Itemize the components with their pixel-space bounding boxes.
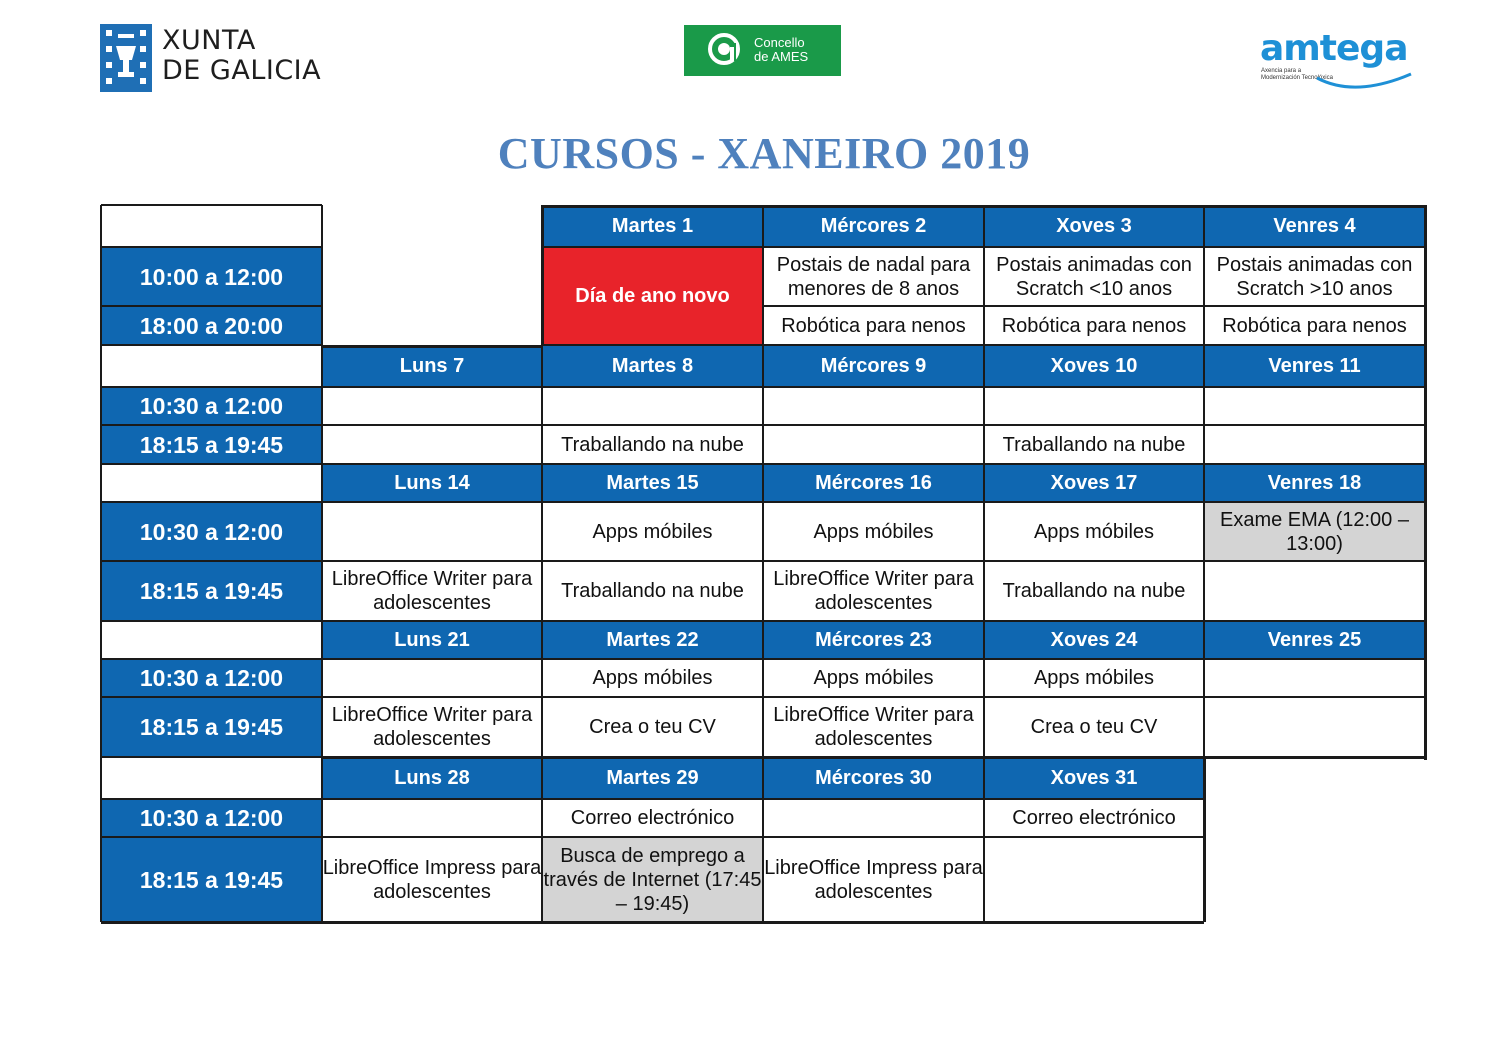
course-cell bbox=[763, 387, 984, 425]
grid-line bbox=[101, 386, 322, 388]
grid-line bbox=[322, 658, 1425, 660]
xunta-line1: XUNTA bbox=[162, 25, 256, 56]
course-cell bbox=[763, 837, 984, 922]
course-cell-text: Postais animadas con Scratch <10 anos bbox=[996, 253, 1192, 300]
time-slot-label-text: 18:15 a 19:45 bbox=[139, 714, 284, 740]
day-header-text: Mércores 2 bbox=[820, 215, 927, 237]
course-cell bbox=[542, 502, 763, 561]
grid-line bbox=[541, 345, 543, 757]
course-cell bbox=[322, 697, 542, 757]
amtega-swoosh-icon bbox=[1315, 72, 1415, 94]
course-cell-text: Traballando na nube bbox=[1002, 433, 1186, 456]
course-cell-text: Apps móbiles bbox=[592, 520, 713, 543]
course-cell bbox=[1204, 561, 1425, 621]
course-cell bbox=[322, 837, 542, 922]
course-cell-text: Apps móbiles bbox=[592, 667, 713, 689]
course-cell-text: Crea o teu CV bbox=[589, 716, 716, 738]
xunta-logo bbox=[100, 24, 330, 94]
course-cell bbox=[984, 502, 1204, 561]
day-header bbox=[763, 464, 984, 502]
week-corner-cell bbox=[101, 345, 322, 387]
day-header bbox=[322, 464, 542, 502]
course-cell bbox=[322, 799, 542, 837]
grid-line bbox=[1424, 205, 1427, 760]
holiday-cell bbox=[542, 247, 763, 345]
course-cell bbox=[322, 659, 542, 697]
day-header bbox=[984, 345, 1204, 387]
course-cell bbox=[763, 799, 984, 837]
day-header-text: Venres 25 bbox=[1267, 629, 1362, 651]
day-header bbox=[1204, 345, 1425, 387]
course-cell bbox=[542, 837, 763, 922]
day-header bbox=[542, 205, 763, 247]
course-cell-text: Crea o teu CV bbox=[1030, 716, 1158, 738]
xunta-wordmark bbox=[162, 26, 321, 86]
course-cell bbox=[984, 306, 1204, 345]
grid-line bbox=[983, 757, 985, 922]
course-cell bbox=[542, 425, 763, 464]
grid-line bbox=[1203, 345, 1205, 757]
grid-line bbox=[101, 798, 322, 800]
course-cell bbox=[542, 387, 763, 425]
grid-line bbox=[1203, 757, 1206, 922]
day-header-text: Luns 28 bbox=[394, 767, 470, 789]
time-slot-label bbox=[101, 659, 322, 697]
course-cell-text: Exame EMA (12:00 – 13:00) bbox=[1220, 508, 1409, 555]
ames-line1: Concello bbox=[754, 35, 805, 50]
course-cell bbox=[763, 502, 984, 561]
grid-line bbox=[322, 696, 1425, 698]
time-slot-label-text: 18:15 a 19:45 bbox=[139, 578, 284, 604]
time-slot-label-text: 10:30 a 12:00 bbox=[139, 393, 284, 419]
course-cell bbox=[1204, 502, 1425, 561]
grid-line bbox=[101, 463, 322, 465]
course-cell-text: LibreOffice Writer para adolescentes bbox=[773, 568, 974, 614]
day-header-text: Mércores 30 bbox=[815, 767, 932, 789]
course-cell-text: Robótica para nenos bbox=[1001, 314, 1187, 337]
time-slot-label-text: 18:00 a 20:00 bbox=[139, 312, 284, 339]
day-header-text: Venres 11 bbox=[1268, 355, 1361, 377]
grid-line bbox=[541, 205, 544, 345]
day-header bbox=[542, 757, 763, 799]
grid-line bbox=[100, 205, 102, 922]
grid-line bbox=[101, 560, 322, 562]
grid-line bbox=[101, 501, 322, 503]
grid-line bbox=[322, 620, 1425, 622]
day-header-text: Mércores 9 bbox=[820, 355, 927, 377]
day-header-text: Mércores 23 bbox=[815, 629, 932, 651]
day-header-text: Luns 14 bbox=[394, 472, 470, 494]
week-corner-cell bbox=[101, 621, 322, 659]
course-cell bbox=[322, 502, 542, 561]
course-cell bbox=[542, 659, 763, 697]
day-header-text: Luns 7 bbox=[399, 355, 465, 377]
course-cell-text: LibreOffice Writer para adolescentes bbox=[331, 704, 533, 750]
course-cell-text: Apps móbiles bbox=[813, 520, 934, 543]
grid-line bbox=[983, 205, 985, 345]
grid-line bbox=[542, 246, 1425, 248]
grid-line bbox=[101, 344, 322, 346]
amtega-sub2: Modernización Tecnolóxica bbox=[1261, 75, 1333, 81]
day-header-text: Xoves 10 bbox=[1050, 355, 1138, 377]
time-slot-label-text: 10:30 a 12:00 bbox=[139, 805, 284, 831]
course-cell bbox=[984, 837, 1204, 922]
grid-line bbox=[762, 757, 764, 922]
course-cell bbox=[542, 799, 763, 837]
course-cell-text: LibreOffice Writer para adolescentes bbox=[773, 704, 974, 750]
week-corner-cell bbox=[101, 205, 322, 247]
grid-line bbox=[763, 305, 1425, 307]
time-slot-label-text: 10:30 a 12:00 bbox=[139, 518, 284, 545]
time-slot-label-text: 18:15 a 19:45 bbox=[139, 866, 284, 893]
course-cell bbox=[763, 247, 984, 306]
day-header-text: Martes 15 bbox=[606, 472, 699, 494]
day-header-text: Xoves 17 bbox=[1050, 472, 1138, 494]
course-cell bbox=[984, 425, 1204, 464]
course-cell bbox=[542, 697, 763, 757]
course-cell-text: LibreOffice Writer para adolescentes bbox=[331, 568, 533, 614]
grid-line bbox=[101, 620, 322, 622]
day-header-text: Xoves 31 bbox=[1050, 767, 1138, 789]
course-cell bbox=[984, 561, 1204, 621]
week-corner-cell bbox=[101, 757, 322, 799]
day-header bbox=[1204, 464, 1425, 502]
course-cell bbox=[984, 799, 1204, 837]
day-header bbox=[322, 757, 542, 799]
ames-line2: de AMES bbox=[754, 49, 809, 64]
concello-ames-logo bbox=[684, 25, 841, 76]
grid-line bbox=[322, 463, 1425, 465]
day-header-text: Xoves 24 bbox=[1050, 629, 1138, 651]
day-header bbox=[322, 621, 542, 659]
course-cell-text: Postais animadas con Scratch >10 anos bbox=[1216, 253, 1413, 300]
course-cell-text: Apps móbiles bbox=[813, 667, 934, 689]
course-cell-text: Robótica para nenos bbox=[781, 314, 966, 337]
day-header bbox=[763, 345, 984, 387]
course-cell bbox=[1204, 425, 1425, 464]
holiday-cell-text: Día de ano novo bbox=[575, 285, 730, 307]
course-cell-text: Robótica para nenos bbox=[1222, 314, 1407, 337]
week-corner-cell bbox=[101, 464, 322, 502]
grid-line bbox=[762, 345, 764, 757]
day-header-text: Martes 8 bbox=[611, 355, 694, 377]
day-header bbox=[763, 621, 984, 659]
day-header-text: Venres 4 bbox=[1273, 215, 1356, 237]
course-cell bbox=[763, 306, 984, 345]
course-cell bbox=[763, 561, 984, 621]
day-header bbox=[322, 345, 542, 387]
course-cell-text: Traballando na nube bbox=[561, 580, 744, 602]
day-header bbox=[984, 621, 1204, 659]
course-cell bbox=[322, 387, 542, 425]
grid-line bbox=[101, 921, 322, 924]
time-slot-label bbox=[101, 561, 322, 621]
course-cell-text: Traballando na nube bbox=[1002, 580, 1186, 602]
course-cell bbox=[542, 561, 763, 621]
course-cell-text: Postais de nadal para menores de 8 anos bbox=[776, 253, 971, 300]
day-header-text: Martes 29 bbox=[606, 767, 699, 789]
amtega-wordmark: amtega bbox=[1260, 28, 1408, 69]
day-header-text: Venres 18 bbox=[1267, 472, 1362, 494]
course-cell bbox=[763, 425, 984, 464]
course-cell-text: Correo electrónico bbox=[570, 807, 735, 829]
grid-line bbox=[101, 305, 322, 307]
amtega-sub1: Axencia para a bbox=[1261, 68, 1302, 74]
day-header bbox=[984, 205, 1204, 247]
course-cell bbox=[1204, 697, 1425, 757]
day-header-text: Luns 21 bbox=[394, 629, 470, 651]
day-header bbox=[1204, 205, 1425, 247]
course-cell bbox=[322, 561, 542, 621]
day-header bbox=[763, 757, 984, 799]
course-cell-text: LibreOffice Impress para adolescentes bbox=[322, 856, 542, 903]
course-cell bbox=[1204, 387, 1425, 425]
grid-line bbox=[101, 204, 322, 206]
time-slot-label-text: 10:30 a 12:00 bbox=[139, 665, 284, 691]
course-cell bbox=[984, 659, 1204, 697]
page-title: CURSOS - XANEIRO 2019 bbox=[497, 129, 1031, 178]
course-cell bbox=[984, 697, 1204, 757]
day-header-text: Mércores 16 bbox=[815, 472, 932, 494]
grid-line bbox=[322, 424, 1425, 426]
day-header-text: Xoves 3 bbox=[1056, 215, 1132, 237]
time-slot-label bbox=[101, 306, 322, 345]
course-cell-text: Apps móbiles bbox=[1033, 667, 1155, 689]
day-header bbox=[984, 757, 1204, 799]
course-cell bbox=[1204, 247, 1425, 306]
course-cell bbox=[1204, 659, 1425, 697]
course-cell-text: LibreOffice Impress para adolescentes bbox=[764, 856, 983, 903]
xunta-shield-icon bbox=[100, 24, 152, 92]
grid-line bbox=[322, 386, 1425, 388]
day-header bbox=[542, 345, 763, 387]
course-cell bbox=[1204, 306, 1425, 345]
day-header bbox=[542, 621, 763, 659]
grid-line bbox=[762, 205, 764, 345]
course-cell bbox=[763, 659, 984, 697]
time-slot-label bbox=[101, 247, 322, 306]
time-slot-label bbox=[101, 799, 322, 837]
time-slot-label bbox=[101, 502, 322, 561]
course-cell-text: Correo electrónico bbox=[1012, 807, 1176, 829]
grid-line bbox=[1203, 205, 1205, 345]
grid-line bbox=[541, 757, 543, 922]
grid-line bbox=[101, 424, 322, 426]
day-header-text: Martes 1 bbox=[611, 215, 694, 237]
time-slot-label-text: 18:15 a 19:45 bbox=[139, 431, 284, 458]
grid-line bbox=[322, 756, 1425, 759]
xunta-line2: DE GALICIA bbox=[162, 55, 322, 86]
grid-line bbox=[101, 756, 322, 758]
time-slot-label-text: 10:00 a 12:00 bbox=[139, 263, 284, 290]
day-header-text: Martes 22 bbox=[606, 629, 699, 651]
grid-line bbox=[101, 836, 322, 838]
grid-line bbox=[321, 205, 323, 922]
course-cell bbox=[984, 247, 1204, 306]
ames-a-icon bbox=[708, 33, 740, 65]
time-slot-label bbox=[101, 837, 322, 922]
grid-line bbox=[101, 246, 322, 248]
grid-line bbox=[101, 658, 322, 660]
day-header bbox=[763, 205, 984, 247]
grid-line bbox=[322, 345, 542, 348]
grid-line bbox=[322, 560, 1425, 562]
course-cell bbox=[322, 425, 542, 464]
time-slot-label bbox=[101, 425, 322, 464]
time-slot-label bbox=[101, 387, 322, 425]
ames-wordmark bbox=[754, 36, 808, 64]
day-header bbox=[984, 464, 1204, 502]
grid-line bbox=[101, 696, 322, 698]
day-header bbox=[1204, 621, 1425, 659]
course-cell-text: Busca de emprego a través de Internet (17:45 – 19:45) bbox=[543, 844, 762, 915]
grid-line bbox=[322, 501, 1425, 503]
course-cell bbox=[984, 387, 1204, 425]
grid-line bbox=[983, 345, 985, 757]
course-cell bbox=[763, 697, 984, 757]
amtega-logo bbox=[1255, 28, 1425, 98]
course-cell-text: Apps móbiles bbox=[1033, 520, 1155, 543]
time-slot-label bbox=[101, 697, 322, 757]
course-cell-text: Traballando na nube bbox=[561, 433, 744, 456]
day-header bbox=[542, 464, 763, 502]
